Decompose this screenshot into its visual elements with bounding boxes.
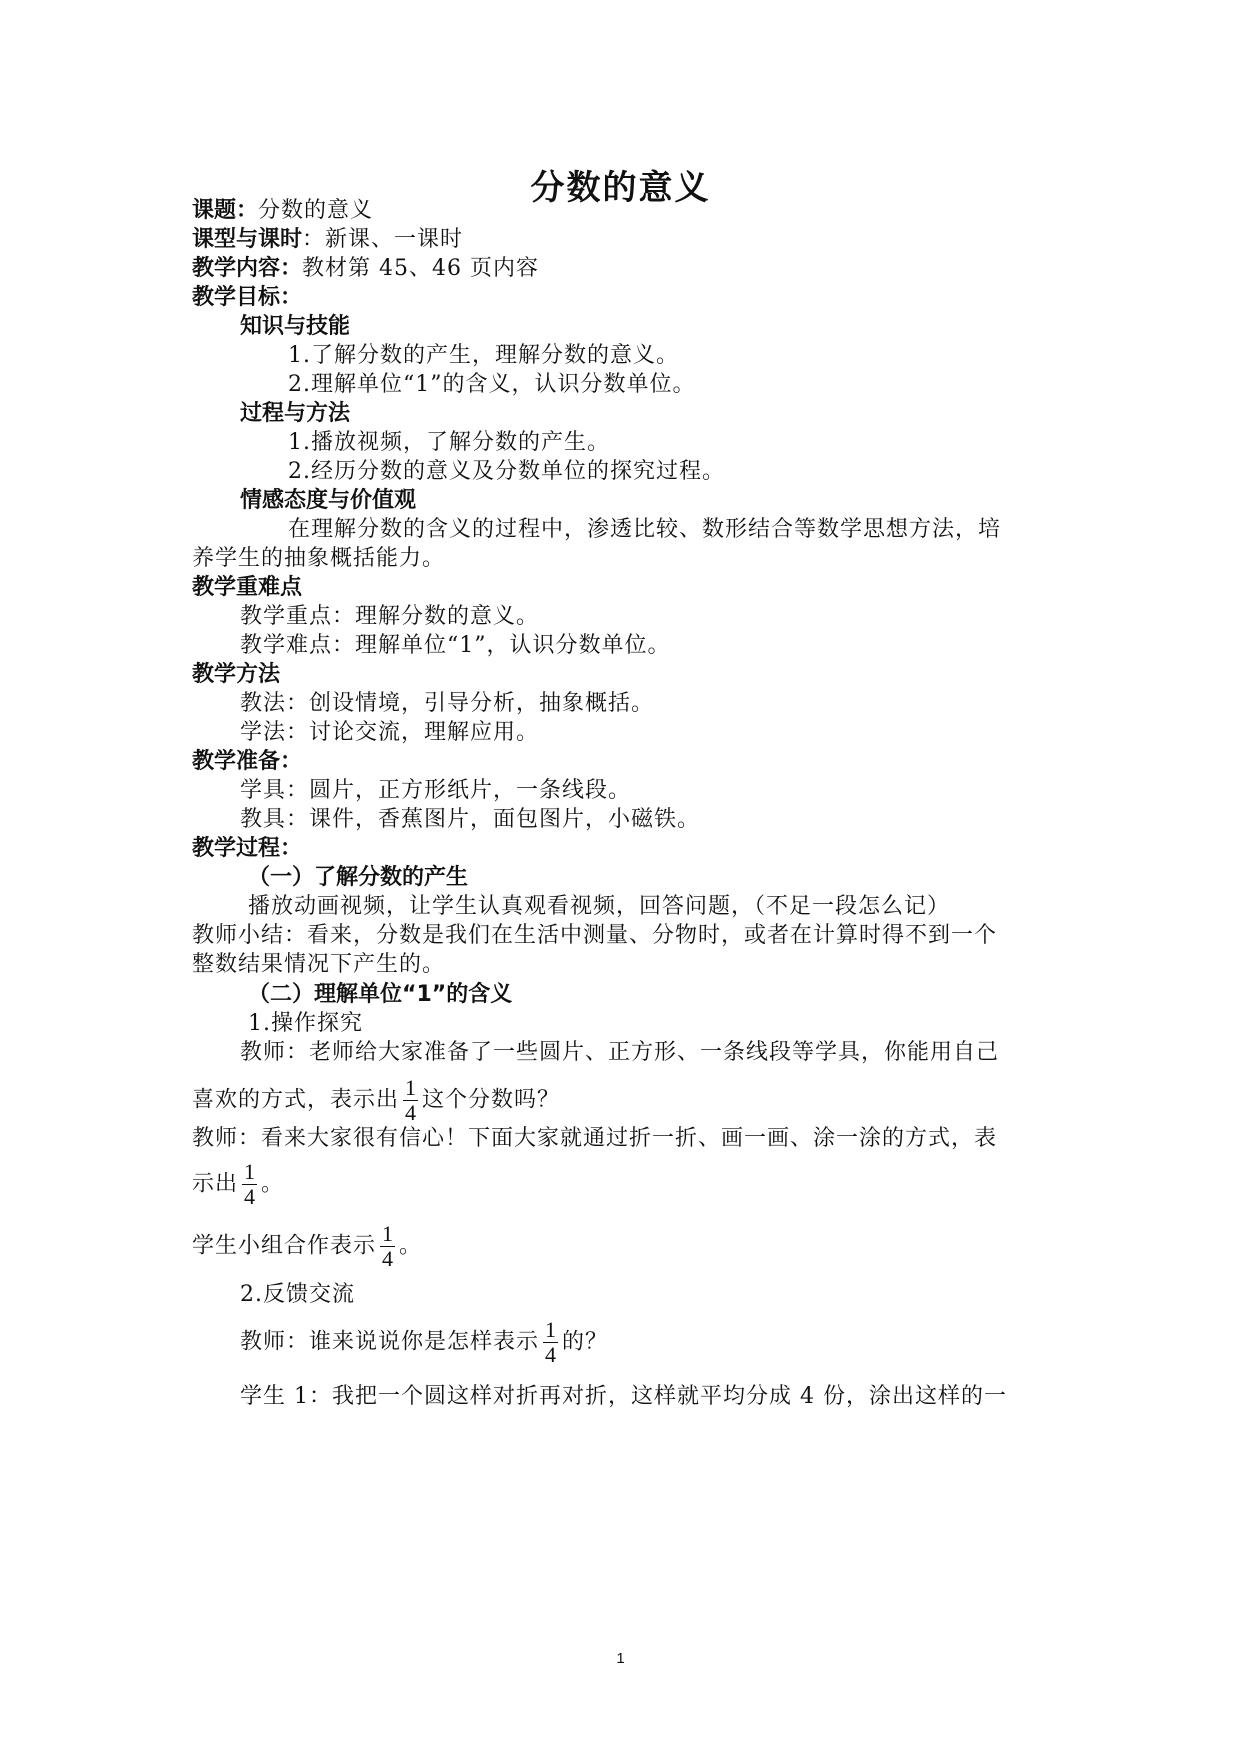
methods-teach: 教法：创设情境，引导分析，抽象概括。 [240,691,655,716]
teacher-line-1b [192,1076,1072,1125]
section-1-summary-line-2: 整数结果情况下产生的。 [192,952,446,977]
section-1-title: （一）了解分数的产生 [248,865,469,890]
process-method-item-2: 2.经历分数的意义及分数单位的探究过程。 [288,459,725,484]
section-2-title: （二）理解单位“1”的含义 [248,982,513,1007]
teacher-line-1b-end: 这个分数吗？ [422,1087,561,1113]
group-work-text: 学生小组合作表示 [192,1233,377,1259]
topic-value: 分数的意义 [258,198,374,223]
emotion-text-line-2: 养学生的抽象概括能力。 [192,546,446,571]
page-number: 1 [616,1650,625,1667]
section-1-summary-line-1: 教师小结：看来，分数是我们在生活中测量、分物时，或者在计算时得不到一个 [192,923,998,948]
type-line [192,225,1072,255]
topic-line [192,196,1072,226]
keypoint-key: 教学重点：理解分数的意义。 [240,604,540,629]
process-method-item-1: 1.播放视频，了解分数的产生。 [288,430,610,455]
student-1-line: 学生 1：我把一个圆这样对折再对折，这样就平均分成 4 份，涂出这样的一 [240,1384,1007,1409]
prep-heading: 教学准备： [192,749,303,774]
emotion-text-line-1: 在理解分数的含义的过程中，渗透比较、数形结合等数学思想方法，培 [288,517,1002,542]
methods-heading: 教学方法 [192,662,281,687]
fraction-numerator: 1 [244,1159,256,1184]
document-title: 分数的意义 [530,168,711,208]
keypoint-difficult: 教学难点：理解单位“1”，认识分数单位。 [240,633,671,658]
teacher-line-1a: 教师：老师给大家准备了一些圆片、正方形、一条线段等学具，你能用自己 [240,1040,1000,1065]
process-method-heading: 过程与方法 [240,401,351,426]
section-1-text: 播放动画视频，让学生认真观看视频，回答问题，（不足一段怎么记） [248,894,951,919]
goals-heading: 教学目标： [192,285,303,310]
group-work-end: 。 [399,1233,423,1259]
teacher-line-2b-text: 示出 [192,1171,239,1197]
type-label: 课型与课时 [192,227,303,252]
teacher-line-3 [240,1318,1120,1367]
content-value: 教材第 45、46 页内容 [302,256,539,281]
knowledge-heading: 知识与技能 [240,314,351,339]
process-heading: 教学过程： [192,836,303,861]
prep-student: 学具：圆片，正方形纸片，一条线段。 [240,778,632,803]
fraction-one-quarter [543,1318,558,1367]
content-line [192,254,1072,284]
knowledge-item-1: 1.了解分数的产生，理解分数的意义。 [288,343,679,368]
teacher-line-3-end: 的？ [562,1329,609,1355]
fraction-denominator: 4 [382,1246,394,1271]
teacher-line-2b-end: 。 [261,1171,285,1197]
fraction-denominator: 4 [244,1184,256,1209]
prep-teacher: 教具：课件，香蕉图片，面包图片，小磁铁。 [240,807,701,832]
fraction-one-quarter [242,1160,257,1209]
content-label: 教学内容： [192,256,303,281]
teacher-line-2a: 教师：看来大家很有信心！下面大家就通过折一折、画一画、涂一涂的方式，表 [192,1126,998,1151]
fraction-numerator: 1 [405,1075,417,1100]
keypoints-heading: 教学重难点 [192,575,303,600]
fraction-numerator: 1 [382,1221,394,1246]
teacher-line-1b-text: 喜欢的方式，表示出 [192,1087,400,1113]
methods-learn: 学法：讨论交流，理解应用。 [240,720,540,745]
fraction-denominator: 4 [545,1342,557,1367]
section-2-step-2: 2.反馈交流 [240,1282,355,1307]
fraction-one-quarter [380,1222,395,1271]
type-value: ：新课、一课时 [302,227,464,252]
teacher-line-2b [192,1160,1072,1209]
fraction-one-quarter [403,1076,418,1125]
knowledge-item-2: 2.理解单位“1”的含义，认识分数单位。 [288,372,696,397]
section-2-step-1: 1.操作探究 [248,1011,363,1036]
fraction-numerator: 1 [545,1317,557,1342]
topic-label: 课题： [192,198,259,223]
emotion-heading: 情感态度与价值观 [240,488,417,513]
group-work-line [192,1222,1072,1271]
fraction-denominator: 4 [405,1100,417,1125]
teacher-line-3-text: 教师：谁来说说你是怎样表示 [240,1329,540,1355]
